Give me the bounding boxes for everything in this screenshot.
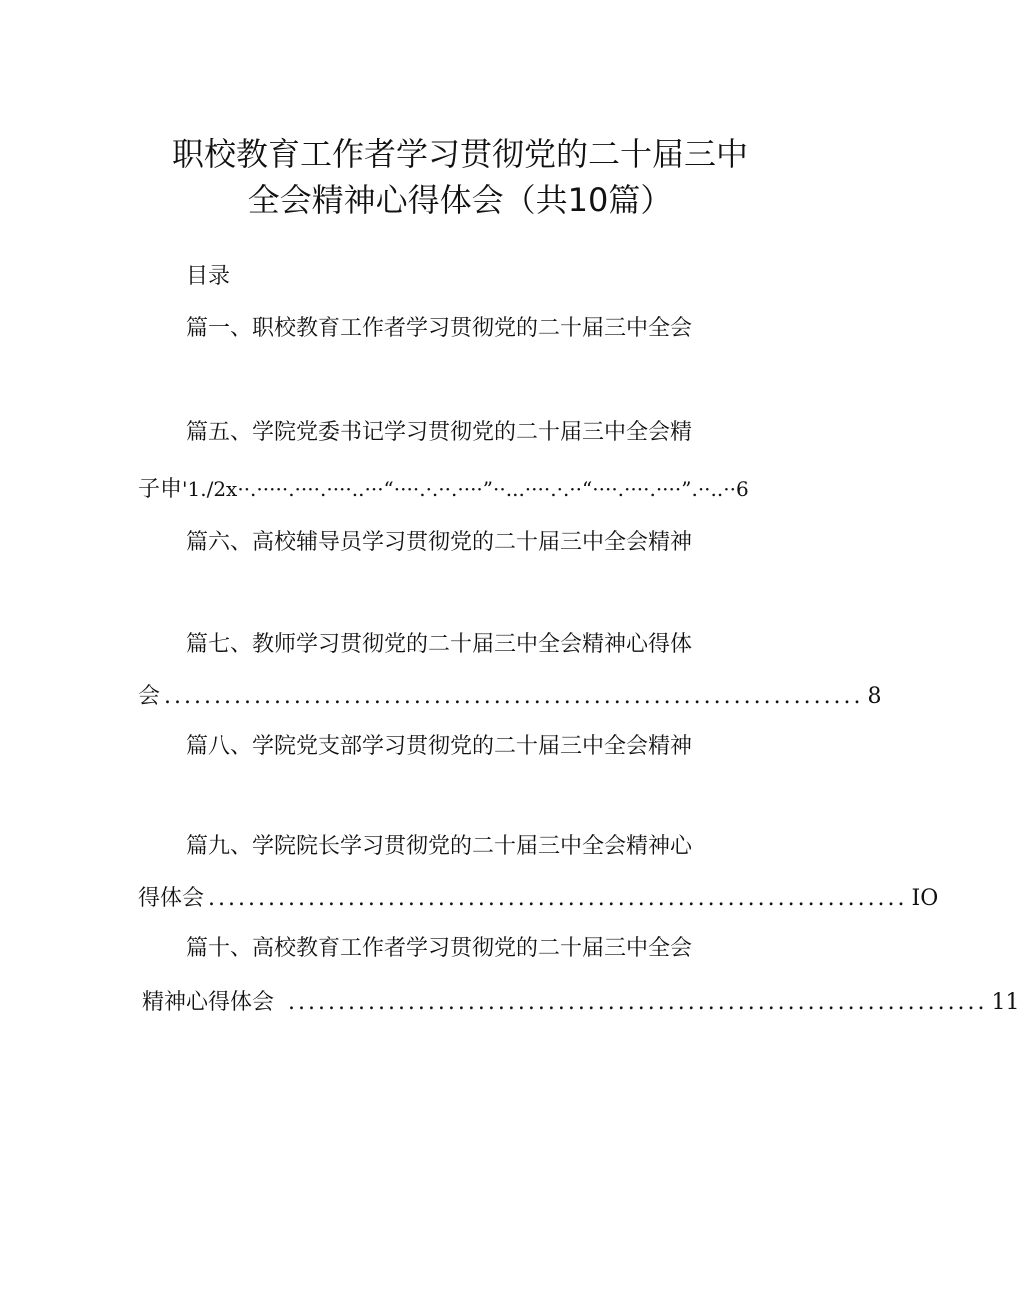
toc-entry-7-leader: ...................................................................... (164, 684, 864, 709)
toc-entry-7-tail: 会 (138, 684, 161, 709)
document-title-line-2: 全会精神心得体会（共10篇） (247, 181, 673, 219)
toc-entry-9-page: IO (911, 886, 939, 911)
toc-entry-10-page: 11 (991, 990, 1020, 1015)
toc-heading: 目录 (186, 264, 231, 289)
toc-entry-10-leader: ...................................................................... (288, 990, 988, 1015)
toc-entry-5-prefix: 子申 (138, 477, 183, 502)
toc-entry-10-continuation (142, 988, 1020, 1018)
toc-entry-10: 篇十、高校教育工作者学习贯彻党的二十届三中全会 (186, 936, 693, 961)
toc-entry-9: 篇九、学院院长学习贯彻党的二十届三中全会精神心 (186, 834, 693, 859)
toc-entry-5: 篇五、学院党委书记学习贯彻党的二十届三中全会精 (186, 420, 693, 445)
toc-entry-9-tail: 得体会 (138, 886, 205, 911)
toc-entry-8: 篇八、学院党支部学习贯彻党的二十届三中全会精神 (186, 734, 693, 759)
toc-entry-9-continuation (138, 884, 939, 914)
toc-entry-1: 篇一、职校教育工作者学习贯彻党的二十届三中全会 (186, 316, 693, 341)
toc-entry-10-tail: 精神心得体会 (142, 990, 275, 1015)
document-title-line-1: 职校教育工作者学习贯彻党的二十届三中 (171, 135, 748, 173)
toc-entry-5-garbled-leader: '1./2x··.·····.····.····..···“····.·.··.····”··...····.·.··“····.····.····”.··..··6 (182, 477, 749, 501)
toc-entry-7-page: 8 (867, 684, 882, 709)
toc-entry-5-continuation (138, 474, 749, 505)
toc-entry-7-continuation (138, 682, 882, 712)
toc-entry-7: 篇七、教师学习贯彻党的二十届三中全会精神心得体 (186, 632, 693, 657)
toc-entry-9-leader: ...................................................................... (208, 886, 908, 911)
toc-entry-6: 篇六、高校辅导员学习贯彻党的二十届三中全会精神 (186, 530, 693, 555)
